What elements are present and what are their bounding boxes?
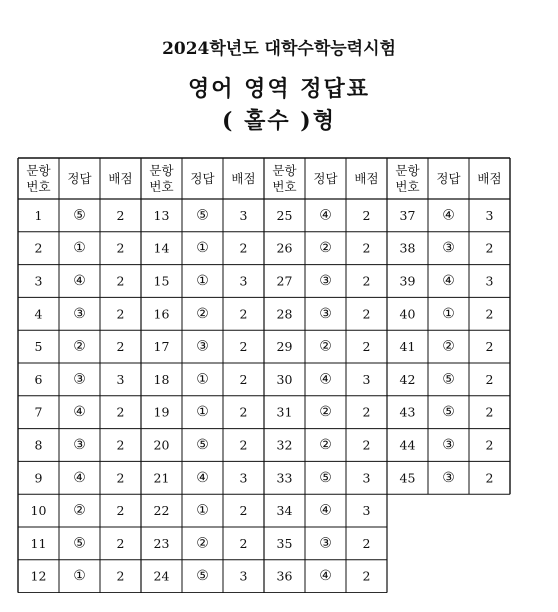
question-number: 5 <box>34 339 43 355</box>
points-value: 2 <box>362 404 371 420</box>
subject-title: 영어 영역 정답표 <box>187 76 371 102</box>
points-value: 2 <box>239 339 248 355</box>
points-value: 2 <box>239 371 248 387</box>
answer-value: ④ <box>319 207 332 224</box>
answer-value: ② <box>319 240 332 257</box>
answer-value: ① <box>196 240 209 257</box>
answer-value: ④ <box>73 404 86 421</box>
answer-value: ③ <box>442 240 455 257</box>
question-number: 28 <box>276 306 293 322</box>
question-number: 29 <box>276 339 293 355</box>
header-answer: 정답 <box>190 171 215 186</box>
header-question-number: 문항 <box>395 163 420 178</box>
answer-value: ① <box>73 568 86 585</box>
header-question-number: 번호 <box>272 179 297 194</box>
points-value: 2 <box>239 240 248 256</box>
paper-type-title: ( 홀수 )형 <box>222 108 336 134</box>
question-number: 7 <box>34 404 43 420</box>
question-number: 9 <box>34 470 43 486</box>
answer-value: ③ <box>73 305 86 322</box>
question-number: 22 <box>153 503 170 519</box>
question-number: 42 <box>399 371 416 387</box>
question-number: 41 <box>399 339 416 355</box>
answer-value: ③ <box>442 469 455 486</box>
points-value: 3 <box>485 207 494 223</box>
points-value: 2 <box>485 437 494 453</box>
question-number: 6 <box>34 371 43 387</box>
question-number: 4 <box>34 306 43 322</box>
answer-value: ③ <box>73 437 86 453</box>
header-question-number: 문항 <box>272 163 297 178</box>
points-value: 2 <box>239 306 248 322</box>
points-value: 2 <box>485 371 494 387</box>
answer-value: ① <box>196 404 209 421</box>
question-number: 18 <box>153 371 170 387</box>
answer-value: ③ <box>319 305 332 322</box>
question-number: 43 <box>399 404 416 420</box>
answer-value: ② <box>196 535 209 552</box>
answer-value: ② <box>73 502 86 519</box>
points-value: 2 <box>239 503 248 519</box>
points-value: 2 <box>116 339 125 355</box>
points-value: 3 <box>239 470 248 486</box>
header-answer: 정답 <box>67 171 92 186</box>
answer-value: ① <box>196 502 209 519</box>
points-value: 2 <box>362 339 371 355</box>
answer-value: ③ <box>319 535 332 552</box>
answer-value: ⑤ <box>196 207 209 224</box>
question-number: 40 <box>399 306 416 322</box>
header-question-number: 번호 <box>395 179 420 194</box>
points-value: 3 <box>239 568 248 584</box>
answer-value: ④ <box>73 273 86 289</box>
question-number: 36 <box>276 568 293 584</box>
points-value: 2 <box>116 437 125 453</box>
answer-value: ⑤ <box>73 207 86 224</box>
answer-value: ② <box>319 404 332 421</box>
points-value: 2 <box>362 240 371 256</box>
question-number: 24 <box>153 568 170 584</box>
answer-table <box>17 157 541 593</box>
question-number: 30 <box>276 371 293 387</box>
header-question-number: 번호 <box>26 179 51 194</box>
points-value: 3 <box>239 273 248 289</box>
question-number: 13 <box>153 207 170 223</box>
points-value: 3 <box>362 371 371 387</box>
points-value: 2 <box>116 240 125 256</box>
header-question-number: 문항 <box>26 163 51 178</box>
points-value: 2 <box>116 306 125 322</box>
question-number: 33 <box>276 470 293 486</box>
question-number: 15 <box>153 273 170 289</box>
question-number: 26 <box>276 240 293 256</box>
question-number: 32 <box>276 437 293 453</box>
header-answer: 정답 <box>313 171 338 186</box>
answer-value: ④ <box>442 207 455 224</box>
header-points: 배점 <box>231 171 256 186</box>
answer-value: ② <box>319 338 332 355</box>
points-value: 2 <box>116 535 125 551</box>
answer-value: ④ <box>73 469 86 486</box>
points-value: 2 <box>116 470 125 486</box>
points-value: 3 <box>116 371 125 387</box>
answer-value: ① <box>442 305 455 322</box>
points-value: 2 <box>116 207 125 223</box>
header-points: 배점 <box>477 171 502 186</box>
question-number: 16 <box>153 306 170 322</box>
answer-value: ② <box>319 437 332 453</box>
answer-value: ⑤ <box>73 535 86 552</box>
answer-value: ② <box>196 305 209 322</box>
question-number: 34 <box>276 503 293 519</box>
points-value: 2 <box>116 503 125 519</box>
answer-value: ③ <box>196 338 209 355</box>
answer-value: ⑤ <box>319 469 332 486</box>
points-value: 2 <box>116 273 125 289</box>
header-question-number: 문항 <box>149 163 174 178</box>
question-number: 11 <box>30 535 47 551</box>
question-number: 17 <box>153 339 170 355</box>
points-value: 2 <box>362 437 371 453</box>
exam-title: 2024학년도 대학수학능력시험 <box>162 39 396 59</box>
answer-value: ⑤ <box>196 437 209 453</box>
answer-value: ③ <box>73 371 86 388</box>
points-value: 3 <box>362 470 371 486</box>
points-value: 3 <box>362 503 371 519</box>
header-question-number: 번호 <box>149 179 174 194</box>
question-number: 39 <box>399 273 416 289</box>
answer-value: ④ <box>442 273 455 289</box>
points-value: 2 <box>362 306 371 322</box>
answer-value: ① <box>196 371 209 388</box>
question-number: 45 <box>399 470 416 486</box>
question-number: 35 <box>276 535 293 551</box>
answer-value: ⑤ <box>196 568 209 585</box>
points-value: 2 <box>485 404 494 420</box>
points-value: 2 <box>485 470 494 486</box>
points-value: 2 <box>362 535 371 551</box>
question-number: 20 <box>153 437 170 453</box>
answer-value: ② <box>442 338 455 355</box>
points-value: 3 <box>239 207 248 223</box>
question-number: 37 <box>399 207 416 223</box>
points-value: 2 <box>116 568 125 584</box>
points-value: 3 <box>485 273 494 289</box>
answer-value: ④ <box>319 568 332 585</box>
answer-value: ① <box>196 273 209 289</box>
answer-value: ③ <box>319 273 332 289</box>
question-number: 25 <box>276 207 293 223</box>
points-value: 2 <box>362 207 371 223</box>
points-value: 2 <box>239 437 248 453</box>
question-number: 31 <box>276 404 293 420</box>
question-number: 21 <box>153 470 170 486</box>
answer-value: ③ <box>442 437 455 453</box>
question-number: 3 <box>34 273 43 289</box>
question-number: 27 <box>276 273 293 289</box>
question-number: 8 <box>34 437 43 453</box>
points-value: 2 <box>362 273 371 289</box>
points-value: 2 <box>485 306 494 322</box>
question-number: 38 <box>399 240 416 256</box>
answer-value: ④ <box>196 469 209 486</box>
points-value: 2 <box>239 535 248 551</box>
answer-value: ⑤ <box>442 371 455 388</box>
answer-value: ① <box>73 240 86 257</box>
header-answer: 정답 <box>436 171 461 186</box>
question-number: 23 <box>153 535 170 551</box>
answer-value: ② <box>73 338 86 355</box>
points-value: 2 <box>116 404 125 420</box>
header-points: 배점 <box>354 171 379 186</box>
question-number: 10 <box>30 503 47 519</box>
question-number: 2 <box>34 240 43 256</box>
points-value: 2 <box>362 568 371 584</box>
question-number: 12 <box>30 568 47 584</box>
points-value: 2 <box>485 240 494 256</box>
question-number: 1 <box>34 207 43 223</box>
question-number: 19 <box>153 404 170 420</box>
answer-value: ④ <box>319 502 332 519</box>
points-value: 2 <box>485 339 494 355</box>
question-number: 44 <box>399 437 416 453</box>
answer-value: ④ <box>319 371 332 388</box>
header-points: 배점 <box>108 171 133 186</box>
points-value: 2 <box>239 404 248 420</box>
answer-value: ⑤ <box>442 404 455 421</box>
question-number: 14 <box>153 240 170 256</box>
